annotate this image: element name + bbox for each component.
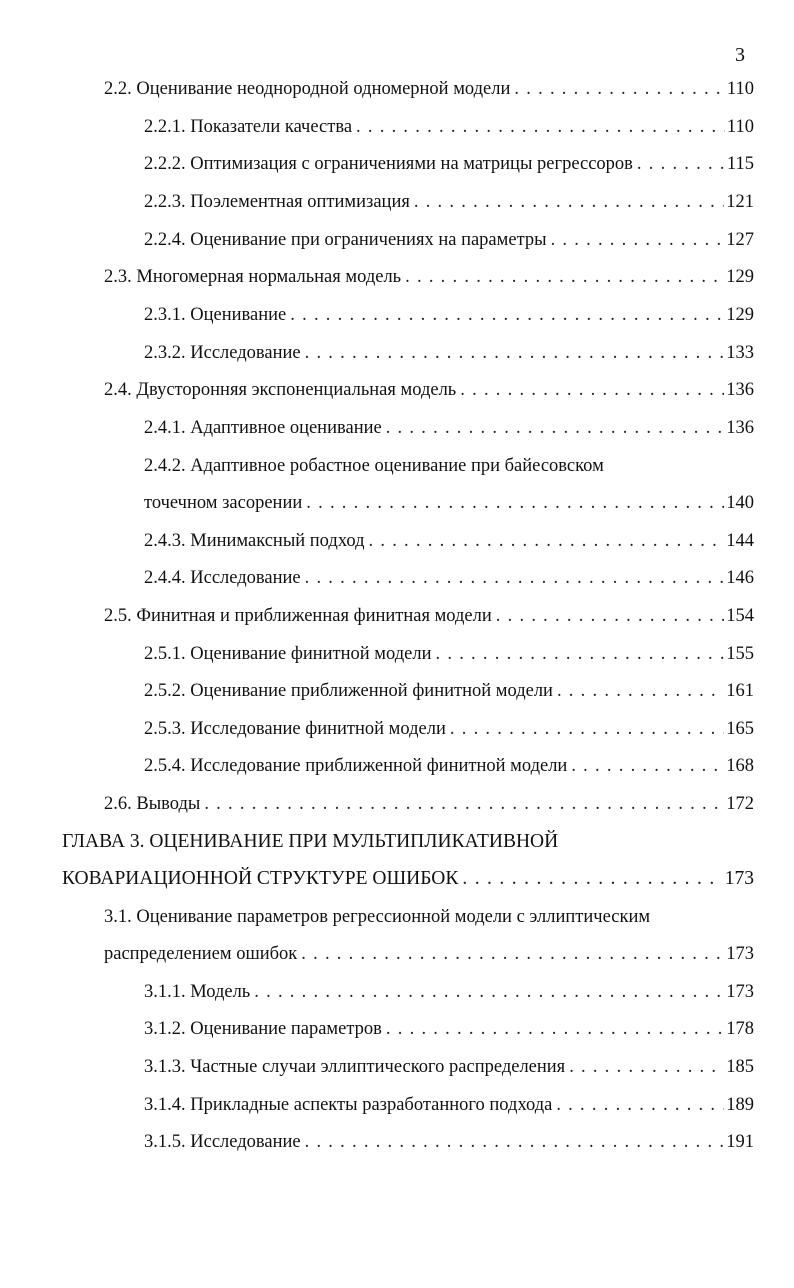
toc-entry xyxy=(144,419,754,438)
toc-entry xyxy=(144,1058,754,1077)
toc-entry-page: 140 xyxy=(726,493,754,513)
toc-entry-label: 2.2.2. Оптимизация с ограничениями на матрицы регрессоров xyxy=(144,154,633,174)
toc-entry-page: 129 xyxy=(726,267,754,287)
toc-entry-page: 121 xyxy=(726,192,754,212)
toc-entry-page: 168 xyxy=(726,756,754,776)
toc-entry-label: 2.3. Многомерная нормальная модель xyxy=(104,267,402,287)
toc-leader-dots xyxy=(204,795,724,814)
toc-entry-label-line1: 2.4.2. Адаптивное робастное оценивание при байесовском xyxy=(144,456,604,476)
toc-entry-page: 110 xyxy=(726,79,754,99)
toc-leader-dots xyxy=(305,1133,725,1152)
toc-entry-label: 3.1.2. Оценивание параметров xyxy=(144,1019,382,1039)
toc-leader-dots xyxy=(514,80,725,99)
toc-leader-dots xyxy=(290,306,724,325)
toc-entry-page: 127 xyxy=(726,230,754,250)
toc-entry xyxy=(104,381,754,400)
toc-entry xyxy=(144,193,754,212)
toc-entry xyxy=(144,231,754,250)
toc-entry-page: 146 xyxy=(726,568,754,588)
toc-entry-page: 161 xyxy=(726,681,754,701)
toc-entry xyxy=(144,645,754,664)
toc-leader-dots xyxy=(569,1058,724,1077)
toc-entry-label: 2.5.1. Оценивание финитной модели xyxy=(144,644,432,664)
toc-entry xyxy=(144,682,754,701)
toc-entry-label: 2.6. Выводы xyxy=(104,794,201,814)
toc-leader-dots xyxy=(460,381,724,400)
toc-leader-dots xyxy=(386,1020,724,1039)
toc-entry-page: 144 xyxy=(726,531,754,551)
toc-leader-dots xyxy=(462,869,722,889)
toc-entry-label: 2.4. Двусторонняя экспоненциальная модель xyxy=(104,380,457,400)
toc-entry-page: 172 xyxy=(726,794,754,814)
toc-entry xyxy=(144,983,754,1002)
toc-entry-page: 154 xyxy=(726,606,754,626)
toc-entry xyxy=(144,720,754,739)
toc-entry-label: 2.3.2. Исследование xyxy=(144,343,301,363)
toc-entry-label: 2.2. Оценивание неоднородной одномерной модели xyxy=(104,79,511,99)
toc-entry-label: 2.5.4. Исследование приближенной финитной модели xyxy=(144,756,568,776)
toc-leader-dots xyxy=(556,1096,724,1115)
page-number: 3 xyxy=(735,44,745,66)
toc-entry-page: 189 xyxy=(726,1095,754,1115)
toc-entry-page: 185 xyxy=(726,1057,754,1077)
toc-entry-page: 173 xyxy=(726,944,754,964)
toc-entry xyxy=(144,118,754,137)
toc-entry-page: 115 xyxy=(726,154,754,174)
toc-leader-dots xyxy=(496,607,724,626)
toc-entry-page: 155 xyxy=(726,644,754,664)
toc-entry xyxy=(104,80,754,99)
toc-entry-label: 2.4.4. Исследование xyxy=(144,568,301,588)
toc-entry-label: 2.2.3. Поэлементная оптимизация xyxy=(144,192,410,212)
toc-chapter-label-line1: ГЛАВА 3. ОЦЕНИВАНИЕ ПРИ МУЛЬТИПЛИКАТИВНОЙ xyxy=(62,831,559,852)
toc-leader-dots xyxy=(436,645,725,664)
toc-entry xyxy=(104,945,754,964)
toc-entry xyxy=(144,306,754,325)
toc-entry-page: 133 xyxy=(726,343,754,363)
toc-entry xyxy=(144,344,754,363)
toc-chapter-entry xyxy=(62,869,754,889)
toc-leader-dots xyxy=(551,231,725,250)
toc-leader-dots xyxy=(405,268,724,287)
toc-entry xyxy=(144,532,754,551)
toc-entry-page: 136 xyxy=(726,380,754,400)
toc-entry xyxy=(144,1133,754,1152)
toc-entry-label: 2.4.1. Адаптивное оценивание xyxy=(144,418,382,438)
toc-entry xyxy=(144,1096,754,1115)
toc-entry-label: КОВАРИАЦИОННОЙ СТРУКТУРЕ ОШИБОК xyxy=(62,868,459,889)
toc-entry-label: 2.5.3. Исследование финитной модели xyxy=(144,719,446,739)
toc-leader-dots xyxy=(557,682,724,701)
toc-entry-label: 2.2.1. Показатели качества xyxy=(144,117,353,137)
toc-leader-dots xyxy=(450,720,724,739)
toc-entry-page: 173 xyxy=(724,868,754,889)
toc-entry-label: 2.5.2. Оценивание приближенной финитной модели xyxy=(144,681,553,701)
toc-entry-page: 178 xyxy=(726,1019,754,1039)
toc-leader-dots xyxy=(305,344,725,363)
toc-entry xyxy=(104,607,754,626)
toc-entry-page: 129 xyxy=(726,305,754,325)
toc-entry xyxy=(144,569,754,588)
toc-leader-dots xyxy=(306,494,724,513)
toc-entry-page: 165 xyxy=(726,719,754,739)
toc-entry-page: 110 xyxy=(726,117,754,137)
toc-entry xyxy=(104,795,754,814)
toc-entry xyxy=(144,1020,754,1039)
toc-entry xyxy=(144,155,754,174)
toc-entry-label: 2.5. Финитная и приближенная финитная модели xyxy=(104,606,492,626)
toc-entry-label: 3.1.5. Исследование xyxy=(144,1132,301,1152)
toc-entry-label: 2.3.1. Оценивание xyxy=(144,305,287,325)
toc-entry-page: 191 xyxy=(726,1132,754,1152)
toc-leader-dots xyxy=(571,757,724,776)
toc-entry-page: 136 xyxy=(726,418,754,438)
toc-leader-dots xyxy=(637,155,725,174)
toc-leader-dots xyxy=(301,945,724,964)
toc-leader-dots xyxy=(369,532,725,551)
toc-leader-dots xyxy=(386,419,725,438)
toc-entry xyxy=(104,268,754,287)
toc-leader-dots xyxy=(414,193,724,212)
toc-entry-label: точечном засорении xyxy=(144,493,303,513)
toc-entry-label-line1: 3.1. Оценивание параметров регрессионной модели с эллиптическим xyxy=(104,907,651,927)
toc-entry-label: 3.1.1. Модель xyxy=(144,982,251,1002)
toc-entry-page: 173 xyxy=(726,982,754,1002)
toc-entry-label: 3.1.3. Частные случаи эллиптического распределения xyxy=(144,1057,566,1077)
toc-entry xyxy=(144,494,754,513)
toc-leader-dots xyxy=(254,983,724,1002)
toc-entry-label: распределением ошибок xyxy=(104,944,298,964)
toc-entry-label: 2.4.3. Минимаксный подход xyxy=(144,531,365,551)
toc-leader-dots xyxy=(356,118,725,137)
toc-leader-dots xyxy=(305,569,725,588)
toc-entry xyxy=(144,757,754,776)
toc-entry-label: 3.1.4. Прикладные аспекты разработанного подхода xyxy=(144,1095,553,1115)
toc-entry-label: 2.2.4. Оценивание при ограничениях на параметры xyxy=(144,230,547,250)
